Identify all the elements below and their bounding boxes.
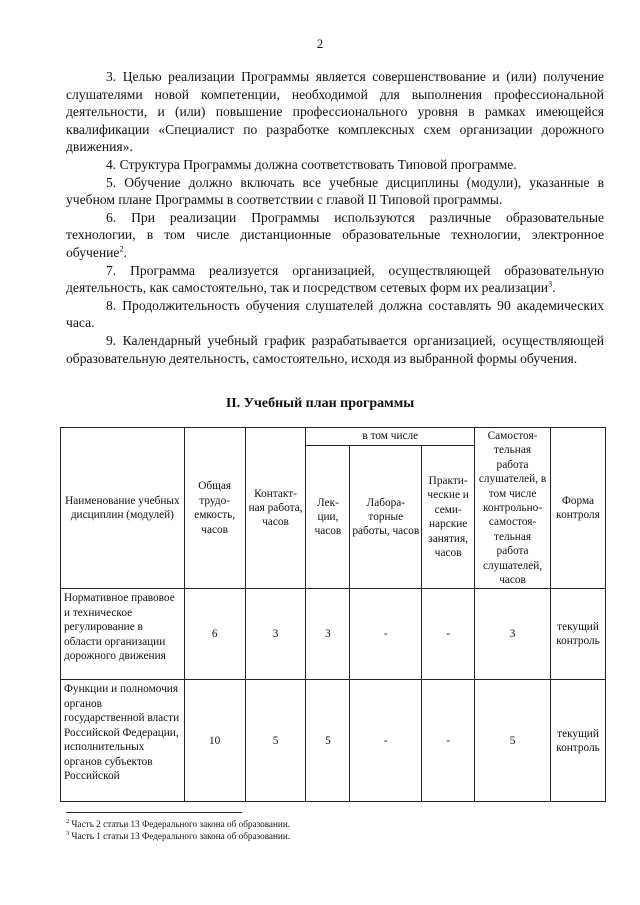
cell-labs: - bbox=[350, 680, 422, 802]
header-labs: Лабора-торные работы, часов bbox=[350, 446, 422, 589]
cell-total: 6 bbox=[184, 589, 245, 680]
footnote-ref-2: 2 bbox=[119, 244, 124, 254]
header-practical: Практи-ческие и семи-нарские занятия, часов bbox=[422, 446, 475, 589]
header-control: Форма контроля bbox=[551, 428, 606, 589]
footnote-ref-3: 3 bbox=[548, 279, 553, 289]
paragraph-9: 9. Календарный учебный график разрабатывается организацией, осуществляющей образовательную деятельность, самостоятельно, исходя из выбранной формы обучения. bbox=[66, 332, 604, 366]
footnote-2: $^2$ Часть 2 статьи 13 Федерального закона об образовании. bbox=[66, 817, 291, 829]
paragraph-6: 6. При реализации Программы используются различные образовательные технологии, в том числе дистанционные образовательные технологии, электронное обучение$^2$. bbox=[66, 209, 604, 260]
header-self-study: Самостоя-тельная работа слушателей, в том числе контрольно-самостоя-тельная работа слушателей, часов bbox=[475, 428, 551, 589]
paragraph-3: 3. Целью реализации Программы является совершенствование и (или) получение слушателями новой компетенции, необходимой для выполнения профессиональной деятельности, и (или) повышение профессионального уровня в рамках имеющейся квалификации «Специалист по разработке комплексных схем организации дорожного движения». bbox=[66, 69, 604, 155]
table-row bbox=[61, 680, 606, 802]
body-text bbox=[66, 68, 604, 367]
cell-practical: - bbox=[422, 589, 475, 680]
section-title: II. Учебный план программы bbox=[225, 396, 415, 411]
table-row bbox=[61, 589, 606, 680]
cell-control: текущий контроль bbox=[551, 589, 606, 680]
paragraph-8: 8. Продолжительность обучения слушателей должна составлять 90 академических часа. bbox=[66, 297, 604, 331]
footnote-3: $^3$ Часть 1 статьи 13 Федерального закона об образовании. bbox=[66, 829, 291, 841]
header-group: в том числе bbox=[306, 428, 475, 446]
header-contact: Контакт-ная работа, часов bbox=[245, 428, 306, 589]
cell-contact: 5 bbox=[245, 680, 306, 802]
header-total: Общая трудо-емкость, часов bbox=[184, 428, 245, 589]
cell-lectures: 3 bbox=[306, 589, 350, 680]
cell-lectures: 5 bbox=[306, 680, 350, 802]
cell-name: Нормативное правовое и техническое регулирование в области организации дорожного движения bbox=[61, 589, 185, 680]
footnotes bbox=[66, 818, 290, 842]
curriculum-table bbox=[60, 427, 606, 802]
cell-name: Функции и полномочия органов государственной власти Российской Федерации, исполнительных органов субъектов Российской bbox=[61, 680, 185, 802]
header-lectures: Лек-ции, часов bbox=[306, 446, 350, 589]
paragraph-7: 7. Программа реализуется организацией, осуществляющей образовательную деятельность, как самостоятельно, так и посредством сетевых форм их реализации$^3$. bbox=[66, 262, 604, 296]
cell-practical: - bbox=[422, 680, 475, 802]
cell-control: текущий контроль bbox=[551, 680, 606, 802]
paragraph-4: 4. Структура Программы должна соответствовать Типовой программе. bbox=[106, 156, 517, 172]
footnote-divider bbox=[66, 812, 242, 813]
cell-self-study: 3 bbox=[475, 589, 551, 680]
page-number: 2 bbox=[316, 36, 324, 51]
cell-contact: 3 bbox=[245, 589, 306, 680]
header-name: Наименование учебных дисциплин (модулей) bbox=[61, 428, 185, 589]
cell-total: 10 bbox=[184, 680, 245, 802]
paragraph-5: 5. Обучение должно включать все учебные дисциплины (модули), указанные в учебном плане Программы в соответствии с главой II Типовой программы. bbox=[66, 174, 604, 208]
cell-self-study: 5 bbox=[475, 680, 551, 802]
table-header-row-1 bbox=[61, 428, 606, 446]
cell-labs: - bbox=[350, 589, 422, 680]
